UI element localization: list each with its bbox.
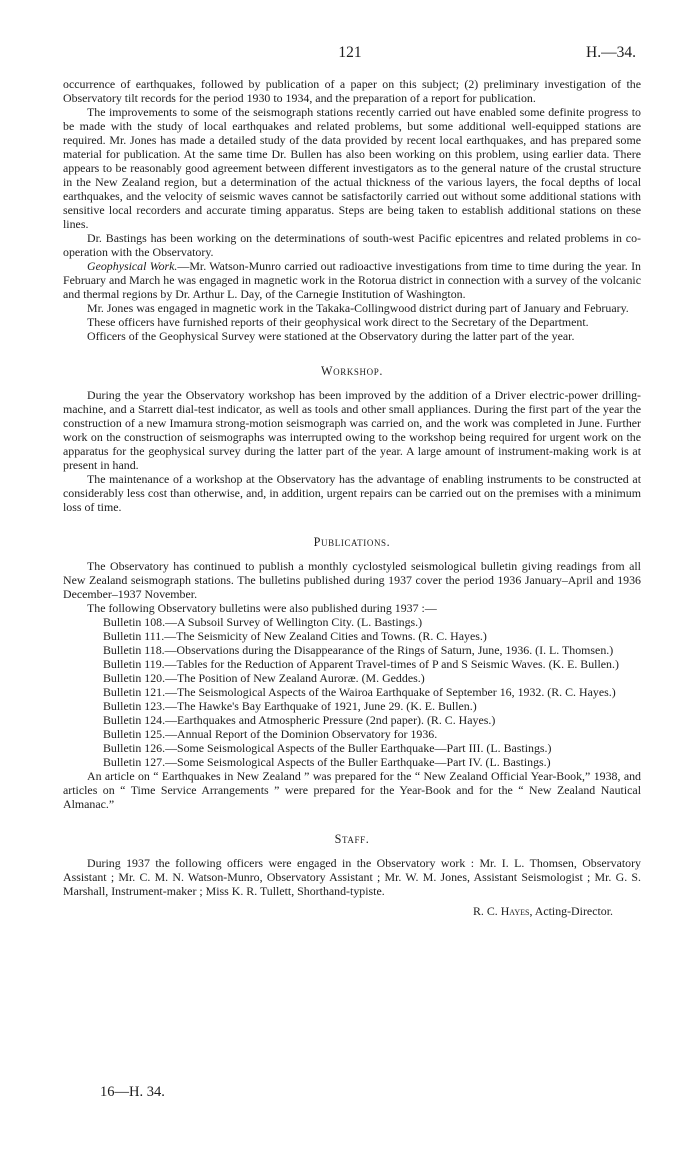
geophysical-label: Geophysical Work. (87, 259, 178, 273)
bulletin-item: Bulletin 121.—The Seismological Aspects of the Wairoa Earthquake of September 16, 1932. (R. C. Hayes.) (103, 685, 616, 699)
publications-closing: An article on “ Earthquakes in New Zealand ” was prepared for the “ New Zealand Official Year-Book,” 1938, and articles on “ Time Service Arrangements ” were prepared for the Year-Book and for the “ New Zealand Nautical Almanac.” (63, 769, 641, 811)
page-header (0, 44, 700, 64)
signature-name: R. C. Hayes, (472, 904, 533, 918)
document-code: H.—34. (586, 44, 636, 61)
geophysical-paragraph: Officers of the Geophysical Survey were stationed at the Observatory during the latter part of the year. (87, 329, 575, 343)
workshop-paragraph: The maintenance of a workshop at the Observatory has the advantage of enabling instruments to be constructed at considerably less cost than otherwise, and, in addition, urgent repairs can be carried out on the premises with a minimum loss of time. (63, 472, 641, 514)
geophysical-paragraph: Mr. Jones was engaged in magnetic work in the Takaka-Collingwood district during part of January and February. (87, 301, 629, 315)
bulletin-item: Bulletin 108.—A Subsoil Survey of Wellington City. (L. Bastings.) (103, 615, 423, 629)
geophysical-paragraph: These officers have furnished reports of their geophysical work direct to the Secretary of the Department. (87, 315, 589, 329)
publications-heading: Publications. (313, 535, 391, 549)
geophysical-paragraph (63, 259, 641, 301)
bulletin-item: Bulletin 111.—The Seismicity of New Zealand Cities and Towns. (R. C. Hayes.) (103, 629, 487, 643)
bulletin-list (63, 615, 641, 769)
staff-paragraph: During 1937 the following officers were engaged in the Observatory work : Mr. I. L. Thomsen, Observatory Assistant ; Mr. C. M. N. Watson-Munro, Observatory Assistant ; Mr. W. M. Jones, Assistant Seismologist ; Mr. G. S. Marshall, Instrument-maker ; Miss K. R. Tullett, Shorthand-typiste. (63, 856, 641, 898)
publications-paragraph: The Observatory has continued to publish a monthly cyclostyled seismological bulletin giving readings from all New Zealand seismograph stations. The bulletins published during 1937 cover the period 1936 January–April and 1936 December–1937 November. (63, 559, 641, 601)
report-body (63, 77, 641, 918)
page-number: 121 (338, 44, 362, 61)
bulletin-item: Bulletin 127.—Some Seismological Aspects of the Buller Earthquake—Part IV. (L. Bastings.) (103, 755, 551, 769)
intro-paragraph: The improvements to some of the seismograph stations recently carried out have enabled some definite progress to be made with the study of local earthquakes and related problems, but some additional well-equipped stations are required. Mr. Jones has made a detailed study of the data provided by recent local earthquakes, and has prepared some material for publication. At the same time Dr. Bullen has also been working on this problem, using earlier data. There appears to be reasonably good agreement between different investigators as to the general nature of the crustal structure in the New Zealand region, but a determination of the actual thickness of the various layers, the focal depths of local earthquakes, and the velocity of seismic waves cannot be satisfactorily carried out without some additional stations with sensitive local recorders and accurate timing apparatus. Steps are being taken to establish additional stations on these lines. (63, 105, 641, 231)
geophysical-text: —Mr. Watson-Munro carried out radioactive investigations from time to time during the year. In February and March he was engaged in magnetic work in the Rotorua district in connection with a survey of the volcanic and thermal regions by Dr. Arthur L. Day, of the Carnegie Institution of Washington. (63, 259, 641, 301)
bulletin-list-intro: The following Observatory bulletins were also published during 1937 :— (87, 601, 437, 615)
bulletin-item: Bulletin 126.—Some Seismological Aspects of the Buller Earthquake—Part III. (L. Bastings.) (103, 741, 552, 755)
workshop-paragraph: During the year the Observatory workshop has been improved by the addition of a Driver electric-power drilling-machine, and a Starrett dial-test indicator, as well as tools and other small appliances. During the first part of the year the construction of a new Imamura strong-motion seismograph was carried on, and the work was completed in June. Further work on the construction of seismographs was interrupted owing to the workshop being required for urgent work on the apparatus for the geophysical survey during the latter part of the year. A large amount of instrument-making work is at present in hand. (63, 388, 641, 472)
bulletin-item: Bulletin 124.—Earthquakes and Atmospheric Pressure (2nd paper). (R. C. Hayes.) (103, 713, 496, 727)
signature-title: Acting-Director. (532, 904, 613, 918)
intro-paragraph: Dr. Bastings has been working on the determinations of south-west Pacific epicentres and related problems in co-operation with the Observatory. (63, 231, 641, 259)
staff-heading: Staff. (334, 832, 370, 846)
intro-paragraph: occurrence of earthquakes, followed by publication of a paper on this subject; (2) preliminary investigation of the Observatory tilt records for the period 1930 to 1934, and the preparation of a report for publication. (63, 77, 641, 105)
signature (63, 904, 641, 918)
bulletin-item: Bulletin 125.—Annual Report of the Dominion Observatory for 1936. (103, 727, 438, 741)
bulletin-item: Bulletin 118.—Observations during the Disappearance of the Rings of Saturn, June, 1936. (I. L. Thomsen.) (103, 643, 614, 657)
bulletin-item: Bulletin 123.—The Hawke's Bay Earthquake of 1921, June 29. (K. E. Bullen.) (103, 699, 477, 713)
page-footer: 16—H. 34. (100, 1084, 165, 1100)
bulletin-item: Bulletin 119.—Tables for the Reduction of Apparent Travel-times of P and S Seismic Waves. (K. E. Bullen.) (103, 657, 619, 671)
bulletin-item: Bulletin 120.—The Position of New Zealand Auroræ. (M. Geddes.) (103, 671, 425, 685)
workshop-heading: Workshop. (321, 364, 383, 378)
